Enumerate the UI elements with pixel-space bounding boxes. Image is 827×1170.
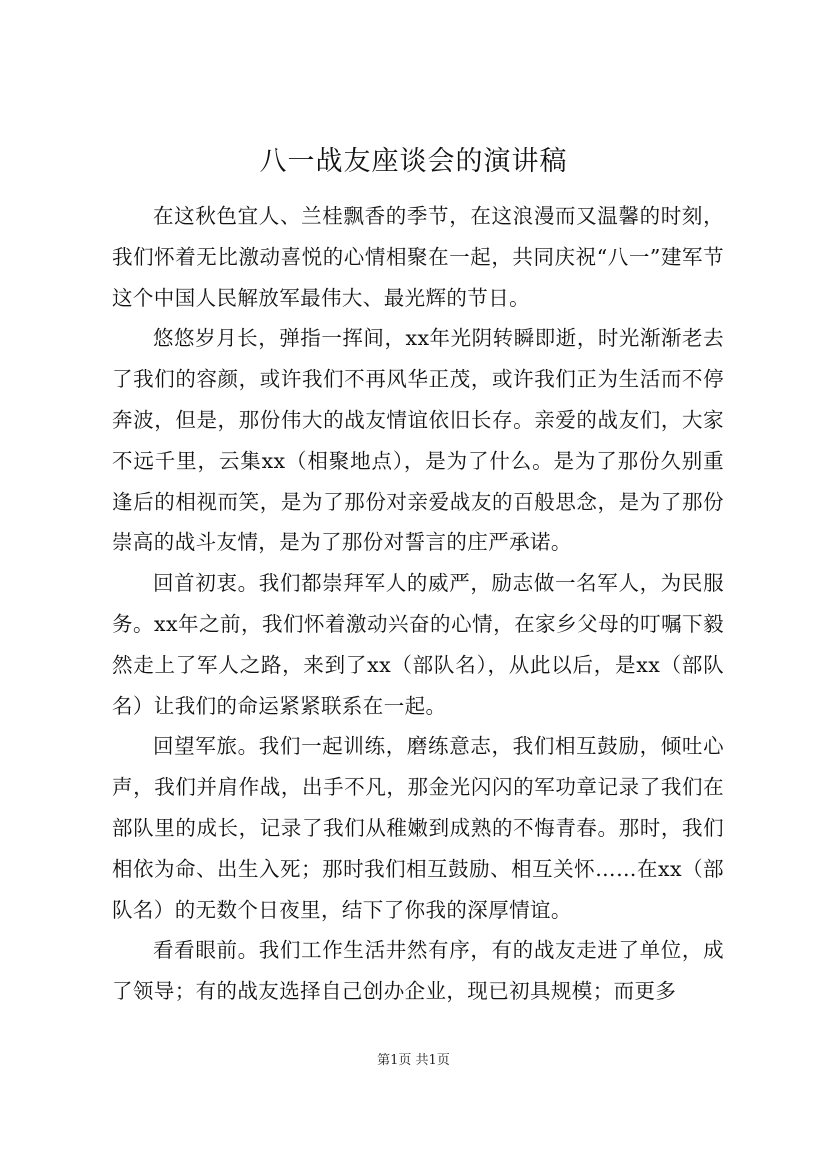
paragraph-3: 回首初衷。我们都崇拜军人的威严，励志做一名军人，为民服务。xx年之前，我们怀着激动兴奋的心情，在家乡父母的叮嘱下毅然走上了军人之路，来到了xx（部队名），从此以后，是xx（部队名）让我们的命运紧紧联系在一起。	[112, 571, 724, 718]
paragraph-4: 回望军旅。我们一起训练，磨练意志，我们相互鼓励，倾吐心声，我们并肩作战，出手不凡，那金光闪闪的军功章记录了我们在部队里的成长，记录了我们从稚嫩到成熟的不悔青春。那时，我们相依为命、出生入死；那时我们相互鼓励、相互关怀……在xx（部队名）的无数个日夜里，结下了你我的深厚情谊。	[112, 734, 724, 922]
paragraph-5: 看看眼前。我们工作生活井然有序，有的战友走进了单位，成了领导；有的战友选择自己创办企业，现已初具规模；而更多	[112, 938, 724, 1004]
paragraph-1: 在这秋色宜人、兰桂飘香的季节，在这浪漫而又温馨的时刻，我们怀着无比激动喜悦的心情相聚在一起，共同庆祝“八一”建军节这个中国人民解放军最伟大、最光辉的节日。	[112, 204, 724, 310]
document-title: 八一战友座谈会的演讲稿	[259, 146, 568, 177]
page-footer: 第1页 共1页	[377, 1053, 450, 1068]
document-body	[112, 196, 724, 1012]
paragraph-2: 悠悠岁月长，弹指一挥间，xx年光阴转瞬即逝，时光渐渐老去了我们的容颜，或许我们不再风华正茂，或许我们正为生活而不停奔波，但是，那份伟大的战友情谊依旧长存。亲爱的战友们，大家不远千里，云集xx（相聚地点），是为了什么。是为了那份久别重逢后的相视而笑，是为了那份对亲爱战友的百般思念，是为了那份崇高的战斗友情，是为了那份对誓言的庄严承诺。	[112, 326, 724, 555]
